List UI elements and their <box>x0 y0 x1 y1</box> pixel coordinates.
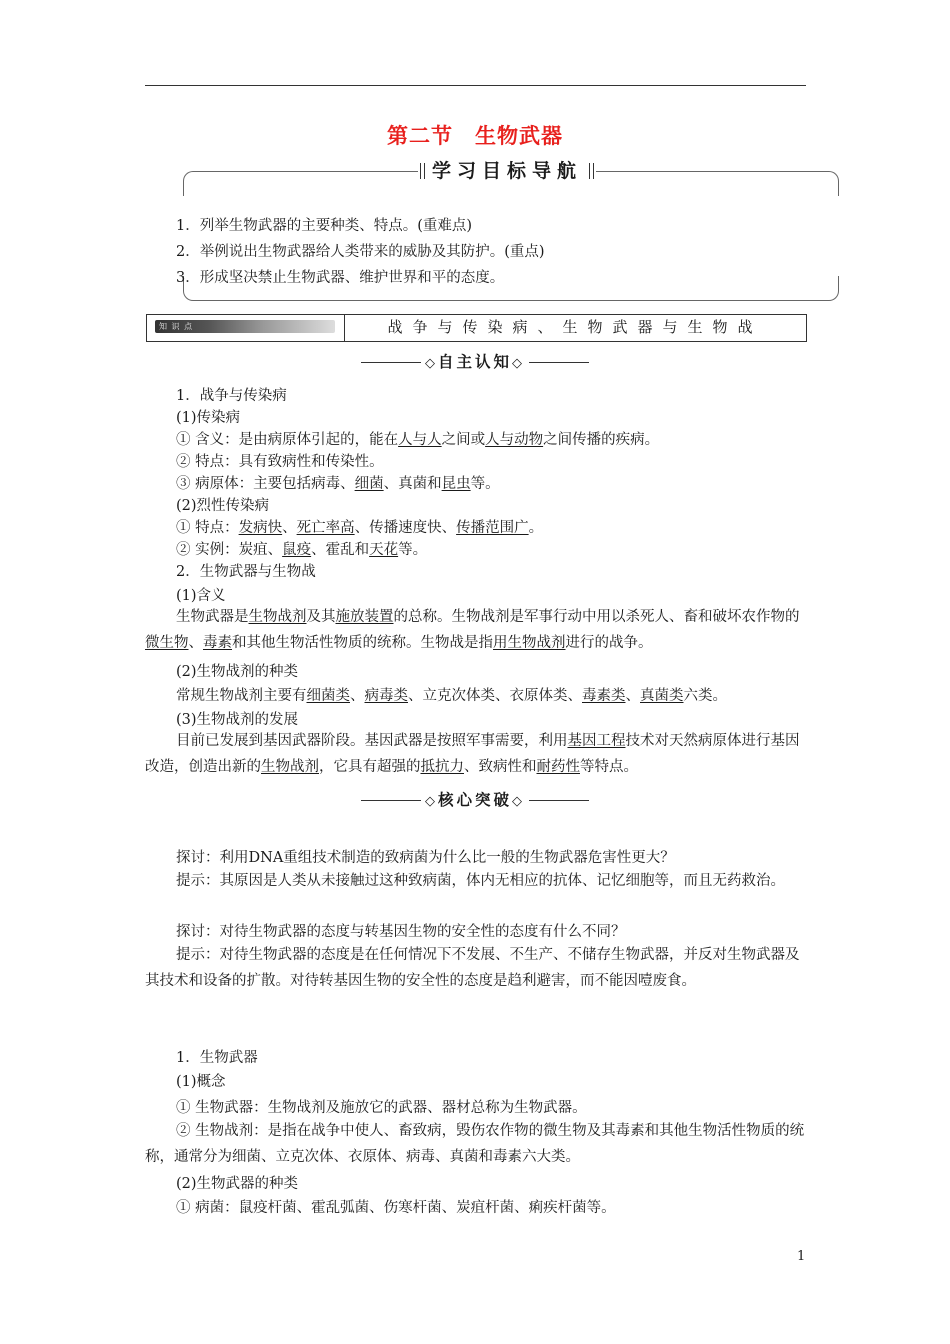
blank-answer: 人与人 <box>398 432 442 448</box>
blank-answer: 细菌 <box>354 476 384 492</box>
topic-1a: (1)概念 <box>176 1074 226 1090</box>
blank-answer: 抵抗力 <box>420 759 464 775</box>
heading-rule-left <box>361 362 421 363</box>
heading-1a: (1)传染病 <box>176 410 241 426</box>
section-heading-self-study <box>0 350 950 372</box>
blank-answer: 病毒类 <box>364 688 408 704</box>
kinds-line: 常规生物战剂主要有细菌类、病毒类、立克次体类、衣原体类、毒素类、真菌类六类。 <box>176 688 727 704</box>
diamond-icon: ◇ <box>424 356 438 371</box>
goal-item: 2．举例说出生物武器给人类带来的威胁及其防护。(重点) <box>176 244 545 260</box>
blank-answer: 死亡率高 <box>296 520 355 536</box>
heading-2b: (2)生物战剂的种类 <box>176 664 299 680</box>
knowledge-bar-tag-cell <box>147 315 345 341</box>
blank-answer: 传播范围广 <box>456 520 529 536</box>
page-title: 第二节 生物武器 <box>387 124 563 148</box>
goal-item: 1．列举生物武器的主要种类、特点。(重难点) <box>176 218 473 234</box>
blank-answer: 毒素 <box>203 635 232 651</box>
concept-agent: ② 生物战剂：是指在战争中使人、畜致病，毁伤农作物的微生物及其毒素和其他生物活性物质的统称，通常分为细菌、立克次体、衣原体、病毒、真菌和毒素六大类。 <box>145 1123 805 1165</box>
diamond-icon: ◇ <box>512 794 525 809</box>
blank-answer: 昆虫 <box>441 476 471 492</box>
heading-rule-left <box>361 800 421 801</box>
blank-answer: 基因工程 <box>567 733 626 749</box>
blank-answer: 天花 <box>369 542 399 558</box>
diamond-icon: ◇ <box>512 356 525 371</box>
topic-1b: (2)生物武器的种类 <box>176 1176 299 1192</box>
heading-1b: (2)烈性传染病 <box>176 498 270 514</box>
knowledge-bar <box>146 314 807 342</box>
blank-answer: 耐药性 <box>536 759 580 775</box>
heading-2a: (1)含义 <box>176 588 226 604</box>
knowledge-bar-title: 战争与传染病、生物武器与生物战 <box>387 318 763 336</box>
blank-answer: 鼠疫 <box>282 542 312 558</box>
header-rule <box>145 85 806 86</box>
knowledge-bar-tag: 知 识 点 <box>159 322 194 331</box>
blank-answer: 人与动物 <box>485 432 544 448</box>
question-2: 探讨：对待生物武器的态度与转基因生物的安全性的态度有什么不同？ <box>176 924 626 940</box>
heading-1: 1．战争与传染病 <box>176 388 287 404</box>
blank-answer: 微生物 <box>145 635 189 651</box>
goal-item: 3．形成坚决禁止生物武器、维护世界和平的态度。 <box>176 270 505 286</box>
section-heading-text: 核心突破 <box>437 791 512 809</box>
blank-answer: 施放装置 <box>335 609 394 625</box>
topic-1: 1．生物武器 <box>176 1050 258 1066</box>
section-heading-text: 自主认知 <box>437 353 512 371</box>
heading-rule-right <box>529 362 589 363</box>
concept-weapon: ① 生物武器：生物战剂及施放它的武器、器材总称为生物武器。 <box>176 1100 587 1116</box>
goals-label: 学习目标导航 <box>418 157 596 185</box>
development-paragraph: 目前已发展到基因武器阶段。基因武器是按照军事需要，利用基因工程技术对天然病原体进行基因改造，创造出新的生物战剂，它具有超强的抵抗力、致病性和耐药性等特点。 <box>145 733 800 775</box>
answer-2: 提示：对待生物武器的态度是在任何情况下不发展、不生产、不储存生物武器，并反对生物武器及其技术和设备的扩散。对待转基因生物的安全性的态度是趋利避害，而不能因噎废食。 <box>145 947 800 989</box>
diamond-icon: ◇ <box>424 794 438 809</box>
heading-2: 2．生物武器与生物战 <box>176 564 316 580</box>
blank-answer: 真菌类 <box>640 688 684 704</box>
heading-2c: (3)生物战剂的发展 <box>176 712 299 728</box>
pathogen-line: ③ 病原体：主要包括病毒、细菌、真菌和昆虫等。 <box>176 476 500 492</box>
blank-answer: 生物战剂 <box>261 759 319 775</box>
blank-answer: 用生物战剂 <box>493 635 566 651</box>
blank-answer: 毒素类 <box>582 688 626 704</box>
feature-line: ① 特点：发病快、死亡率高、传播速度快、传播范围广。 <box>176 520 544 536</box>
definition-line: ① 含义：是由病原体引起的，能在人与人之间或人与动物之间传播的疾病。 <box>176 432 660 448</box>
meaning-paragraph: 生物武器是生物战剂及其施放装置的总称。生物战剂是军事行动中用以杀死人、畜和破坏农作物的微生物、毒素和其他生物活性物质的统称。生物战是指用生物战剂进行的战争。 <box>145 609 800 651</box>
blank-answer: 发病快 <box>238 520 283 536</box>
answer-1: 提示：其原因是人类从未接触过这种致病菌，体内无相应的抗体、记忆细胞等，而且无药救治。 <box>176 873 785 889</box>
germ-list: ① 病菌：鼠疫杆菌、霍乱弧菌、伤寒杆菌、炭疽杆菌、痢疾杆菌等。 <box>176 1200 616 1216</box>
example-line: ② 实例：炭疽、鼠疫、霍乱和天花等。 <box>176 542 428 558</box>
page-number: 1 <box>797 1249 806 1264</box>
heading-rule-right <box>529 800 589 801</box>
question-1: 探讨：利用DNA重组技术制造的致病菌为什么比一般的生物武器危害性更大？ <box>176 850 675 866</box>
trait-line: ② 特点：具有致病性和传染性。 <box>176 454 384 470</box>
blank-answer: 生物战剂 <box>248 609 307 625</box>
blank-answer: 细菌类 <box>306 688 350 704</box>
section-heading-core <box>0 788 950 810</box>
